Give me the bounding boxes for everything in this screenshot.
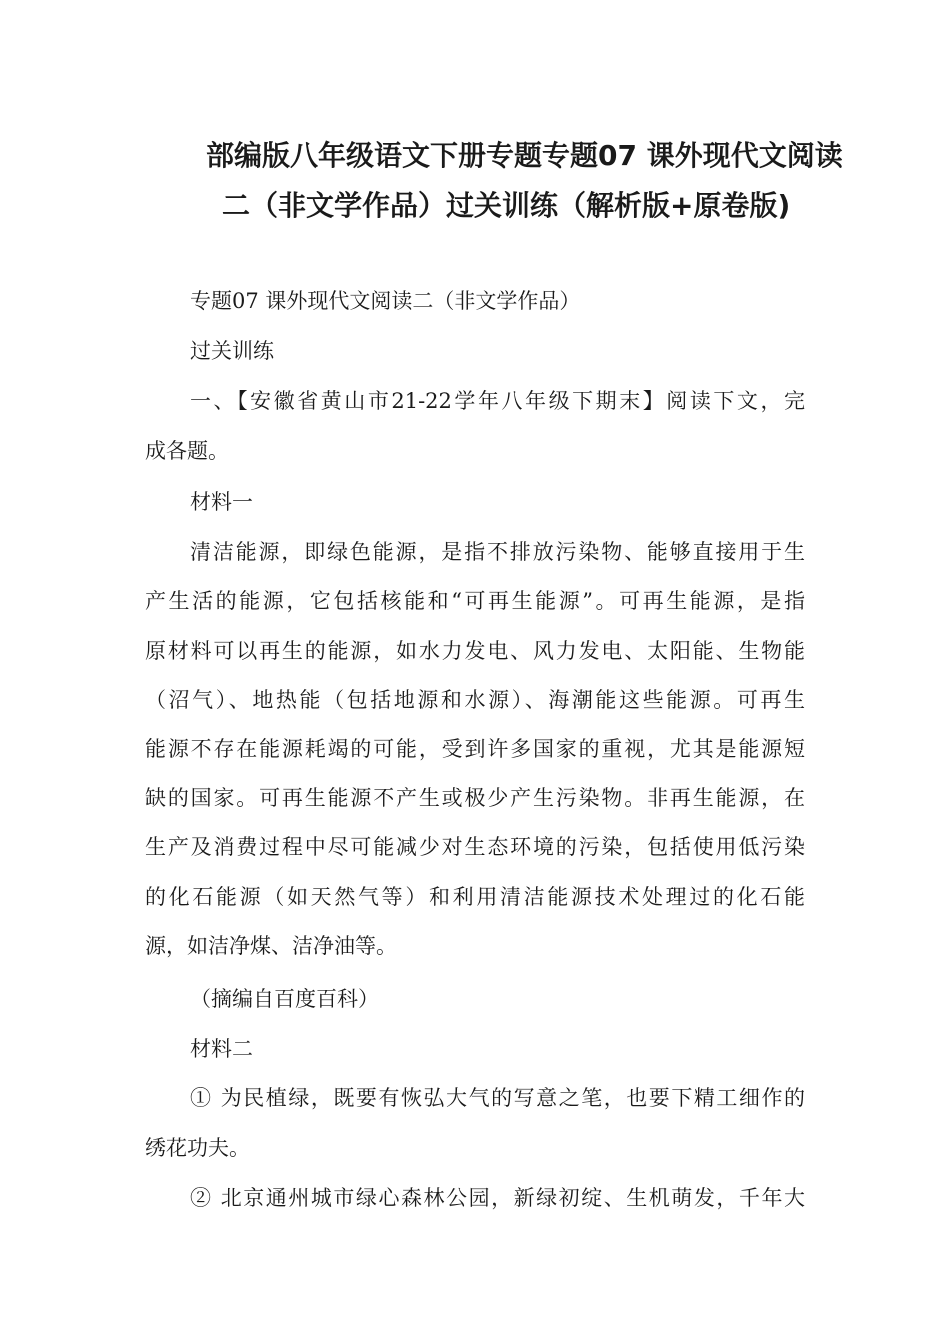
- material-one-label: 材料一: [190, 490, 253, 514]
- material-one-line: 能源不存在能源耗竭的可能，受到许多国家的重视，尤其是能源短: [145, 737, 805, 761]
- material-one-line: （沼气）、地热能（包括地源和水源）、海潮能这些能源。可再生: [145, 688, 805, 712]
- document-title-line-1: 部编版八年级语文下册专题专题07 课外现代文阅读: [206, 139, 843, 172]
- material-one-line: 的化石能源（如天然气等）和利用清洁能源技术处理过的化石能: [145, 885, 805, 909]
- material-two-label: 材料二: [190, 1037, 253, 1061]
- material-two-paragraph-2-line-1: ② 北京通州城市绿心森林公园，新绿初绽、生机萌发，千年大: [190, 1186, 805, 1210]
- material-two-paragraph-1-line-1: ① 为民植绿，既要有恢弘大气的写意之笔，也要下精工细作的: [190, 1086, 805, 1110]
- document-title-line-2: 二（非文学作品）过关训练（解析版+原卷版): [222, 189, 791, 222]
- question-intro-line-2: 成各题。: [145, 439, 229, 463]
- material-one-line: 缺的国家。可再生能源不产生或极少产生污染物。非再生能源，在: [145, 786, 805, 810]
- material-one-line: 清洁能源，即绿色能源，是指不排放污染物、能够直接用于生: [190, 540, 805, 564]
- material-one-line: 原材料可以再生的能源，如水力发电、风力发电、太阳能、生物能: [145, 639, 805, 663]
- section-subheading: 过关训练: [190, 339, 274, 363]
- material-one-line: 源，如洁净煤、洁净油等。: [145, 934, 397, 958]
- material-one-source: （摘编自百度百科）: [190, 987, 379, 1011]
- material-one-line: 产生活的能源，它包括核能和“可再生能源”。可再生能源，是指: [145, 589, 805, 613]
- material-one-line: 生产及消费过程中尽可能减少对生态环境的污染，包括使用低污染: [145, 835, 805, 859]
- material-two-paragraph-1-line-2: 绣花功夫。: [145, 1136, 250, 1160]
- section-heading: 专题07 课外现代文阅读二（非文学作品）: [190, 289, 581, 313]
- question-intro-line-1: 一、【安徽省黄山市21-22学年八年级下期末】阅读下文，完: [190, 389, 805, 413]
